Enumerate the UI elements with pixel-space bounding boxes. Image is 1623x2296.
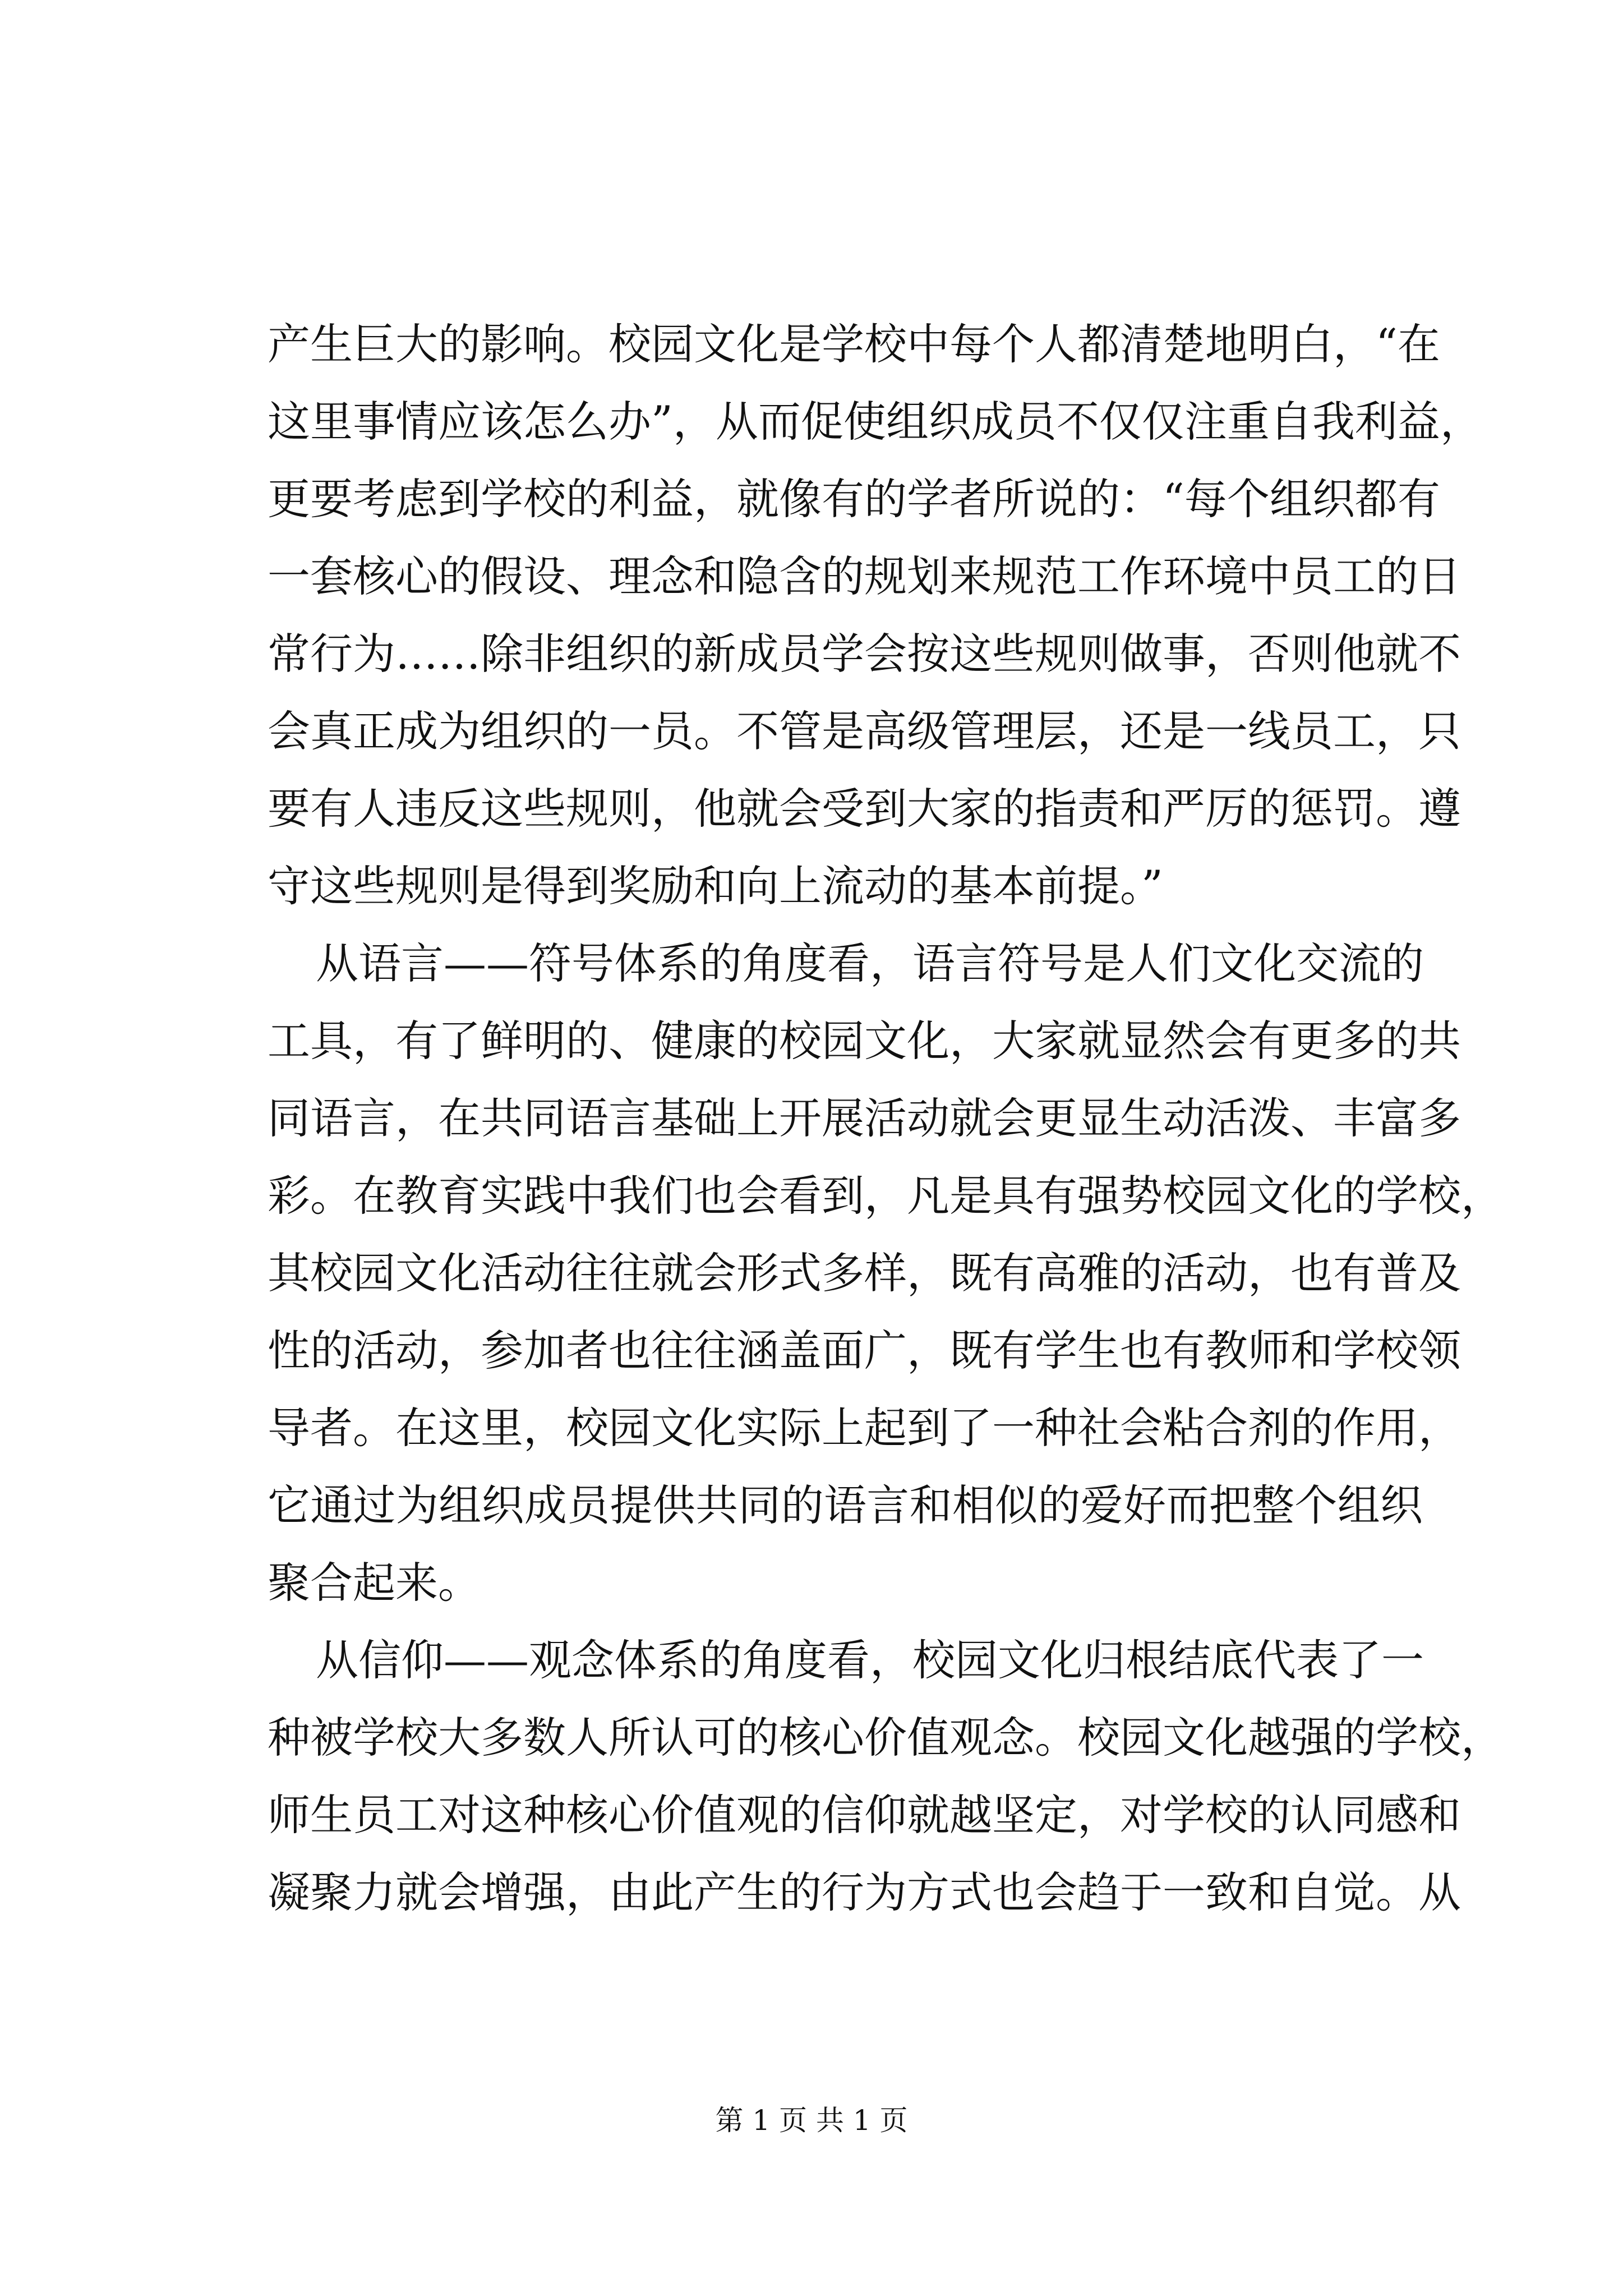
text-line: 这里事情应该怎么办”，从而促使组织成员不仅仅注重自我利益， [268, 397, 1483, 447]
text-line: 常行为……除非组织的新成员学会按这些规则做事，否则他就不 [268, 629, 1461, 679]
text-line: 产生巨大的影响。校园文化是学校中每个人都清楚地明白，“在 [268, 319, 1440, 369]
text-line: 守这些规则是得到奖励和向上流动的基本前提。” [268, 861, 1163, 911]
page-number-footer: 第 1 页 共 1 页 [715, 2104, 908, 2137]
text-line: 工具，有了鲜明的、健康的校园文化，大家就显然会有更多的共 [268, 1016, 1461, 1066]
text-line: 师生员工对这种核心价值观的信仰就越坚定，对学校的认同感和 [268, 1790, 1461, 1840]
text-line: 聚合起来。 [268, 1558, 481, 1608]
text-line: 要有人违反这些规则，他就会受到大家的指责和严厉的惩罚。遵 [268, 784, 1461, 834]
paragraph-first-line: 从信仰——观念体系的角度看，校园文化归根结底代表了一 [316, 1635, 1424, 1685]
text-line: 种被学校大多数人所认可的核心价值观念。校园文化越强的学校， [268, 1713, 1504, 1763]
text-line: 同语言，在共同语言基础上开展活动就会更显生动活泼、丰富多 [268, 1093, 1461, 1143]
text-line: 其校园文化活动往往就会形式多样，既有高雅的活动，也有普及 [268, 1248, 1461, 1298]
text-line: 会真正成为组织的一员。不管是高级管理层，还是一线员工，只 [268, 706, 1461, 756]
text-line: 导者。在这里，校园文化实际上起到了一种社会粘合剂的作用， [268, 1403, 1461, 1453]
paragraph-first-line: 从语言——符号体系的角度看，语言符号是人们文化交流的 [316, 938, 1424, 988]
text-line: 更要考虑到学校的利益，就像有的学者所说的：“每个组织都有 [268, 474, 1440, 524]
text-line: 彩。在教育实践中我们也会看到，凡是具有强势校园文化的学校， [268, 1171, 1504, 1221]
text-line: 凝聚力就会增强，由此产生的行为方式也会趋于一致和自觉。从 [268, 1867, 1461, 1917]
text-line: 一套核心的假设、理念和隐含的规划来规范工作环境中员工的日 [268, 551, 1461, 601]
text-line: 它通过为组织成员提供共同的语言和相似的爱好而把整个组织 [268, 1480, 1423, 1530]
text-line: 性的活动，参加者也往往涵盖面广，既有学生也有教师和学校领 [268, 1326, 1461, 1375]
